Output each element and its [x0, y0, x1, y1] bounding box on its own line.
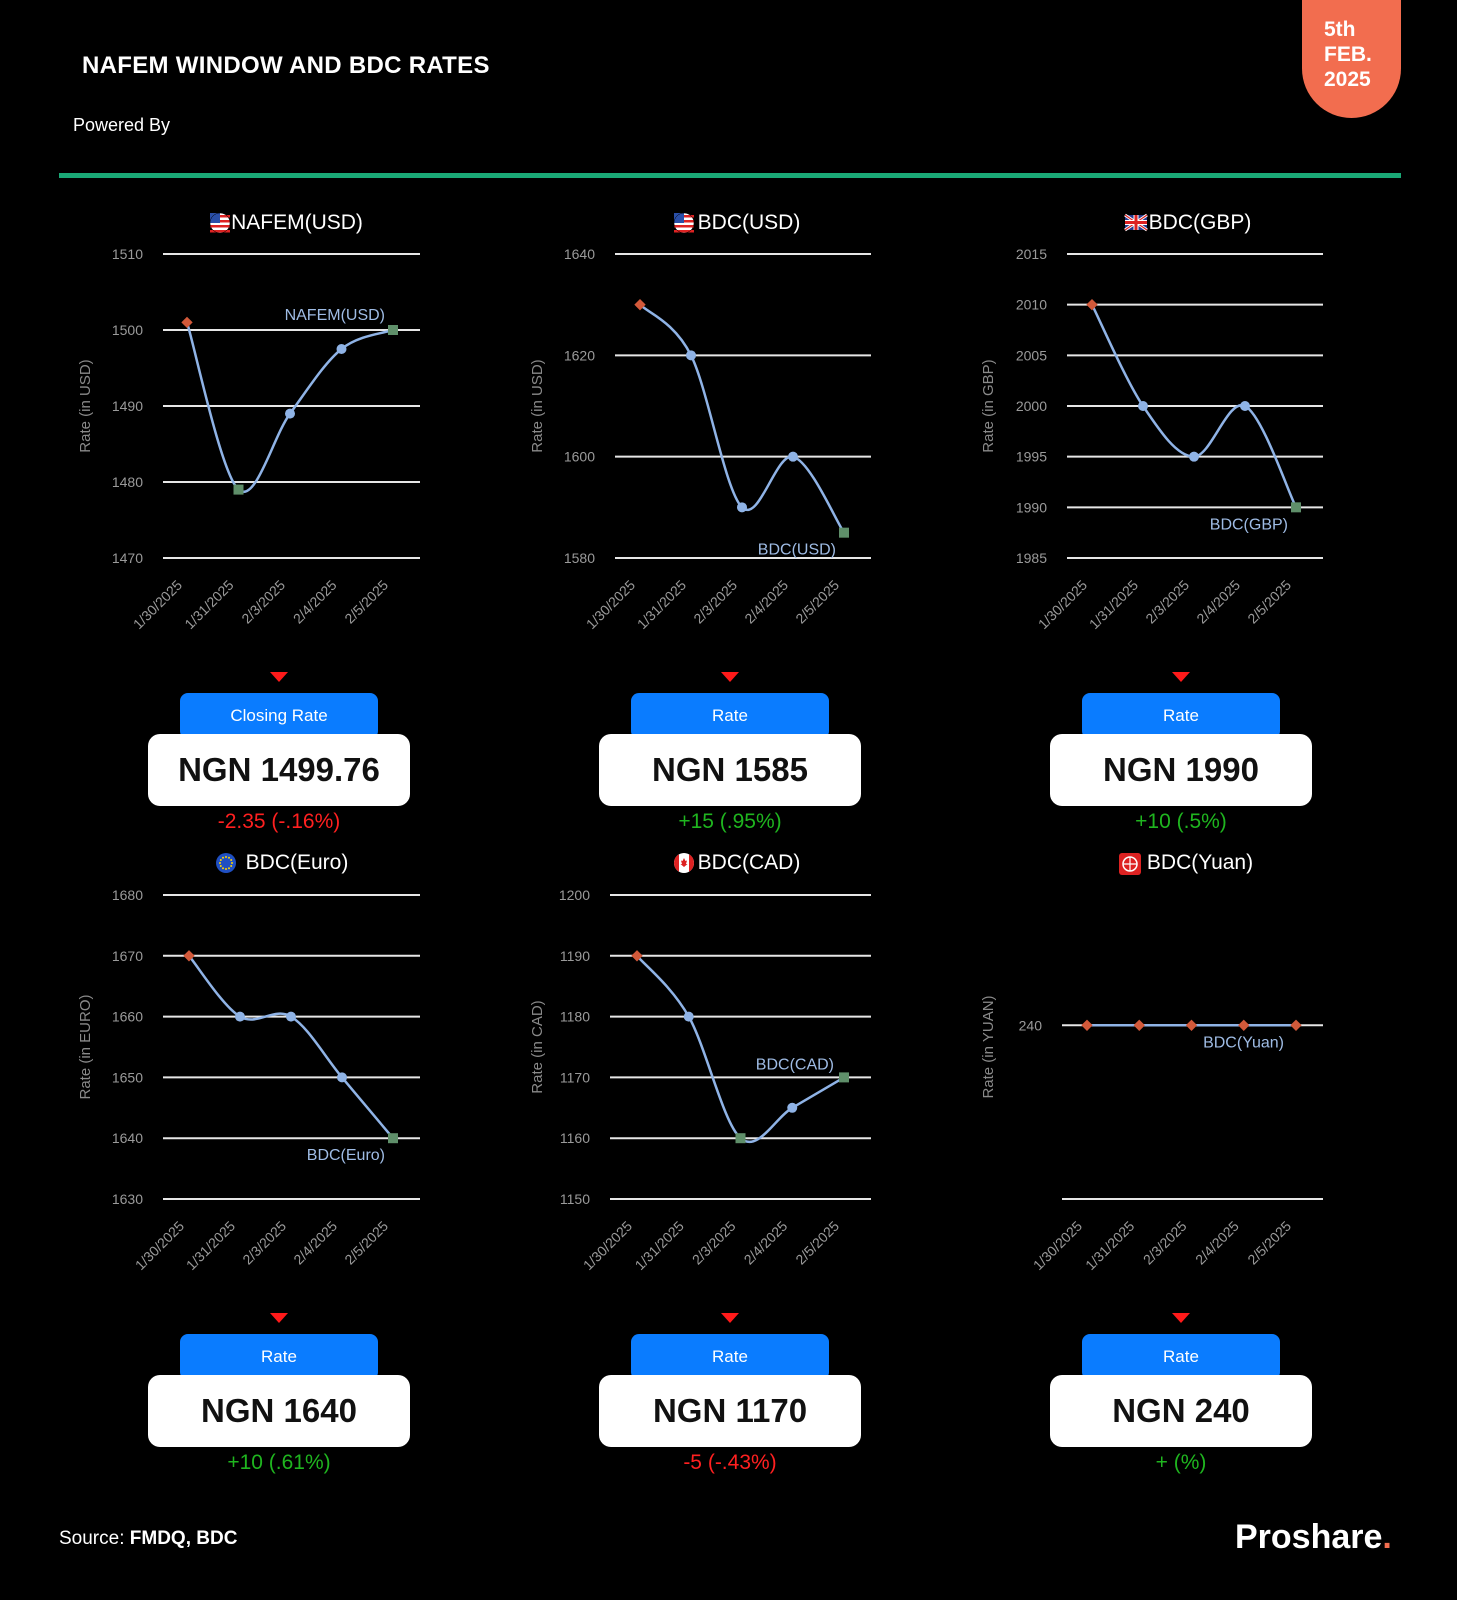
y-tick-label: 1180: [559, 1008, 590, 1025]
rate-value: NGN 1990: [1050, 734, 1312, 806]
y-tick-label: 1620: [563, 347, 595, 364]
rate-change: + (%): [1155, 1451, 1207, 1474]
date-line-month: FEB.: [1324, 43, 1372, 66]
chart-title: NAFEM(USD): [231, 211, 363, 234]
x-tick-label: 2/5/2025: [1244, 576, 1295, 627]
rate-tab: Rate: [631, 693, 829, 739]
x-tick-label: 2/4/2025: [740, 1217, 791, 1268]
source-names: FMDQ, BDC: [129, 1528, 238, 1549]
rate-value: NGN 1170: [599, 1375, 861, 1447]
x-tick-label: 2/5/2025: [341, 576, 392, 627]
x-tick-label: 1/31/2025: [182, 1217, 239, 1274]
rate-value: NGN 240: [1050, 1375, 1312, 1447]
y-tick-label: 1200: [558, 887, 590, 903]
china-flag-icon: [1119, 853, 1141, 875]
chart-bdc-gbp: [0, 190, 1457, 670]
rate-change: -2.35 (-.16%): [217, 810, 341, 833]
rate-change: +15 (.95%): [678, 810, 782, 833]
data-point: [1189, 452, 1199, 462]
x-tick-label: 2/4/2025: [1193, 576, 1244, 627]
y-tick-label: 1150: [559, 1191, 590, 1207]
y-tick-label: 1500: [111, 322, 143, 338]
x-tick-label: 2/3/2025: [239, 1217, 290, 1268]
x-tick-label: 2/3/2025: [688, 1217, 739, 1268]
x-tick-label: 1/31/2025: [1082, 1217, 1138, 1274]
series-label: BDC(Yuan): [1203, 1034, 1284, 1052]
chart-title: BDC(Euro): [245, 851, 349, 874]
brand-name: Proshare: [1235, 1518, 1383, 1556]
header-divider: [59, 173, 1401, 178]
data-point: [1291, 502, 1301, 512]
rate-change: -5 (-.43%): [683, 1451, 777, 1474]
y-tick-label: 1995: [1015, 448, 1047, 465]
down-arrow-icon: [721, 672, 739, 682]
x-tick-label: 1/30/2025: [131, 1217, 188, 1274]
rate-tab: Closing Rate: [180, 693, 378, 739]
y-axis-title: Rate (in EURO): [77, 994, 94, 1100]
chart-title: BDC(Yuan): [1146, 851, 1254, 874]
x-tick-label: 2/5/2025: [1244, 1217, 1295, 1268]
x-tick-label: 2/4/2025: [289, 576, 340, 627]
x-tick-label: 1/30/2025: [1034, 576, 1091, 633]
y-tick-label: 1985: [1015, 550, 1047, 566]
x-tick-label: 1/30/2025: [582, 576, 639, 633]
y-tick-label: 1680: [111, 887, 143, 903]
x-tick-label: 2/3/2025: [690, 576, 741, 627]
x-tick-label: 1/31/2025: [181, 576, 237, 633]
x-tick-label: 2/5/2025: [341, 1217, 392, 1268]
x-tick-label: 2/4/2025: [290, 1217, 341, 1268]
x-tick-label: 2/4/2025: [1192, 1217, 1242, 1268]
date-line-day: 5th: [1324, 18, 1356, 41]
x-tick-label: 1/30/2025: [129, 576, 186, 633]
chart-title: BDC(USD): [697, 211, 801, 234]
y-tick-label: 240: [1018, 1017, 1042, 1034]
y-tick-label: 1160: [559, 1130, 590, 1147]
y-tick-label: 2000: [1015, 398, 1047, 414]
data-point: [1240, 401, 1250, 411]
x-tick-label: 2/5/2025: [792, 576, 843, 627]
y-tick-label: 2005: [1015, 347, 1047, 364]
y-tick-label: 1190: [559, 947, 590, 964]
y-tick-label: 2015: [1015, 246, 1047, 262]
rate-value: NGN 1499.76: [148, 734, 410, 806]
uk-flag-icon: [1125, 215, 1147, 230]
rate-tab: Rate: [631, 1334, 829, 1380]
y-axis-title: Rate (in USD): [77, 359, 94, 453]
source-prefix: Source:: [59, 1528, 125, 1549]
x-tick-label: 2/3/2025: [238, 576, 289, 627]
series-label: BDC(USD): [757, 541, 836, 559]
x-tick-label: 1/31/2025: [633, 576, 690, 633]
x-tick-label: 2/3/2025: [1139, 1217, 1190, 1268]
down-arrow-icon: [721, 1313, 739, 1323]
y-tick-label: 1640: [563, 246, 595, 262]
rate-tab: Rate: [1082, 1334, 1280, 1380]
data-point: [1290, 1020, 1301, 1031]
y-tick-label: 1660: [111, 1008, 143, 1025]
y-tick-label: 1630: [111, 1191, 143, 1207]
data-point: [1086, 299, 1097, 310]
x-tick-label: 1/30/2025: [579, 1217, 636, 1274]
y-tick-label: 1670: [111, 947, 143, 964]
series-label: BDC(Euro): [306, 1147, 385, 1165]
y-tick-label: 1480: [111, 474, 143, 490]
y-tick-label: 1510: [111, 246, 143, 262]
rate-value: NGN 1585: [599, 734, 861, 806]
rate-change: +10 (.61%): [227, 1451, 331, 1474]
x-tick-label: 2/3/2025: [1142, 576, 1193, 627]
rate-tab: Rate: [1082, 693, 1280, 739]
y-tick-label: 2010: [1015, 296, 1047, 313]
data-point: [1238, 1020, 1249, 1031]
brand-dot: .: [1382, 1518, 1392, 1556]
source-note: [59, 1528, 237, 1550]
chart-title: BDC(GBP): [1148, 211, 1252, 234]
y-tick-label: 1170: [559, 1069, 590, 1086]
x-tick-label: 1/31/2025: [1085, 576, 1142, 633]
y-axis-title: Rate (in CAD): [529, 1000, 546, 1094]
page-title: NAFEM WINDOW AND BDC RATES: [82, 52, 490, 79]
x-tick-label: 2/4/2025: [741, 576, 792, 627]
rate-tab: Rate: [180, 1334, 378, 1380]
data-point: [1138, 401, 1148, 411]
down-arrow-icon: [270, 672, 288, 682]
rate-change: +10 (.5%): [1135, 810, 1227, 833]
data-point: [1186, 1020, 1197, 1031]
down-arrow-icon: [1172, 1313, 1190, 1323]
y-axis-title: Rate (in GBP): [980, 359, 997, 453]
chart-bdc-yuan: [0, 830, 1457, 1310]
x-tick-label: 2/5/2025: [792, 1217, 843, 1268]
y-tick-label: 1600: [563, 448, 595, 465]
series-label: BDC(CAD): [755, 1056, 834, 1074]
chart-title: BDC(CAD): [697, 851, 801, 874]
series-label: NAFEM(USD): [284, 307, 385, 324]
down-arrow-icon: [270, 1313, 288, 1323]
powered-by-label: Powered By: [73, 115, 171, 135]
series-label: BDC(GBP): [1209, 516, 1288, 534]
date-line-year: 2025: [1324, 68, 1371, 91]
data-point: [1081, 1020, 1092, 1031]
data-point: [1134, 1020, 1145, 1031]
date-badge: [1302, 0, 1401, 118]
rate-value: NGN 1640: [148, 1375, 410, 1447]
y-tick-label: 1650: [111, 1069, 143, 1086]
y-tick-label: 1990: [1015, 499, 1047, 516]
y-axis-title: Rate (in YUAN): [980, 995, 997, 1099]
y-axis-title: Rate (in USD): [529, 359, 546, 453]
y-tick-label: 1580: [563, 550, 595, 566]
y-tick-label: 1640: [111, 1130, 143, 1147]
y-tick-label: 1490: [111, 398, 143, 414]
down-arrow-icon: [1172, 672, 1190, 682]
x-tick-label: 1/31/2025: [631, 1217, 687, 1274]
y-tick-label: 1470: [111, 550, 143, 566]
brand-logo: [1235, 1518, 1392, 1557]
x-tick-label: 1/30/2025: [1029, 1217, 1086, 1274]
